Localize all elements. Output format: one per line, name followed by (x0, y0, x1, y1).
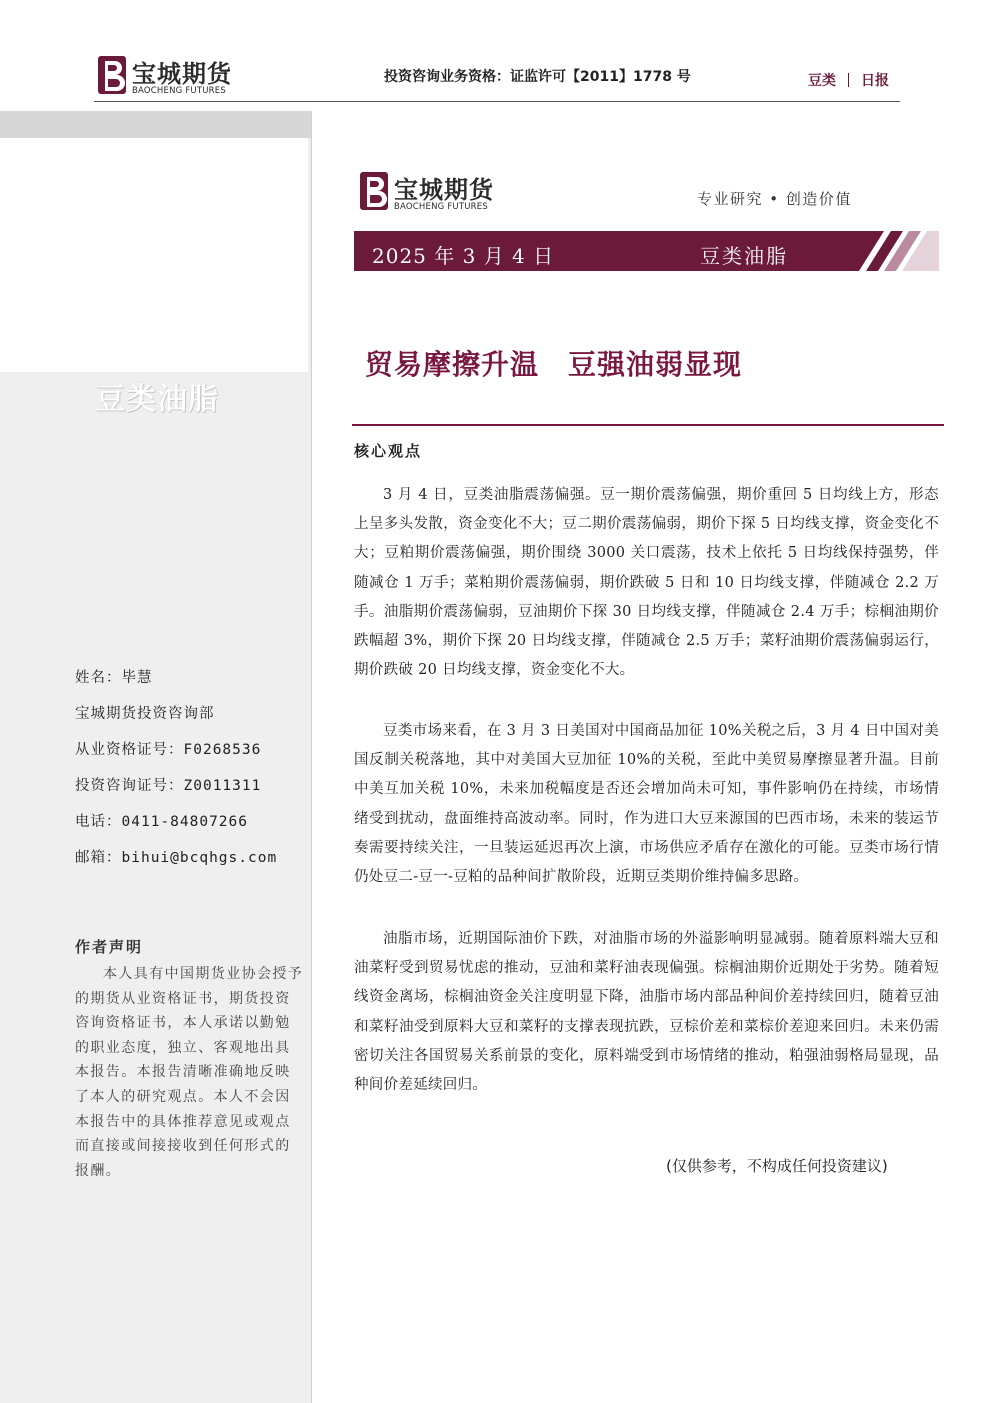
declaration-title: 作者声明 (75, 938, 144, 956)
header-logo (96, 52, 256, 102)
body-paragraph: 油脂市场，近期国际油价下跌，对油脂市场的外溢影响明显减弱。随着原料端大豆和油菜籽受到贸易忧虑的推动，豆油和菜籽油表现偏强。棕榈油期价近期处于劣势。随着短线资金离场，棕榈油资金关注度明显下降，油脂市场内部品种间价差持续回归，随着豆油和菜籽油受到原料大豆和菜籽的支撑表现抗跌，豆棕价差和菜棕价差迎来回归。未来仍需密切关注各国贸易关系前景的变化，原料端受到市场情绪的推动，粕强油弱格局显现，品种间价差延续回归。 (354, 931, 939, 1094)
tag-type: 日报 (861, 73, 889, 89)
sidebar-edge (311, 111, 312, 1403)
declaration-body: 本人具有中国期货业协会授予的期货从业资格证书，期货投资咨询资格证书，本人承诺以勤勉的职业态度，独立、客观地出具本报告。本报告清晰准确地反映了本人的研究观点。本人不会因本报告中的具体推荐意见或观点而直接或间接接收到任何形式的报酬。 (75, 966, 304, 1179)
header-divider (94, 101, 900, 102)
author-phone: 电话：0411-84807266 (75, 814, 248, 830)
sidebar-top-band (0, 111, 311, 138)
logo-english-name: BAOCHENG FUTURES (394, 202, 488, 212)
baocheng-logo-icon (358, 168, 392, 216)
report-date: 2025 年 3 月 4 日 (372, 244, 555, 268)
license-text: 投资咨询业务资格：证监许可【2011】1778 号 (384, 69, 691, 85)
author-name: 姓名：毕慧 (75, 670, 153, 686)
body-paragraph: 3 月 4 日，豆类油脂震荡偏强。豆一期价震荡偏强，期价重回 5 日均线上方，形态上呈多头发散，资金变化不大；豆二期价震荡偏弱，期价下探 5 日均线支撑，资金变化不大；豆粕期价震荡偏强，期价围绕 3000 关口震荡，技术上依托 5 日均线保持强势，伴随减仓 1 万手；菜粕期价震荡偏弱，期价跌破 5 日和 10 日均线支撑，伴随减仓 2.2 万手。油脂期价震荡偏弱，豆油期价下探 30 日均线支撑，伴随减仓 2.4 万手；棕榈油期价跌幅超 3%，期价下探 20 日均线支撑，伴随减仓 2.5 万手；菜籽油期价震荡偏弱运行，期价跌破 20 日均线支撑，资金变化不大。 (354, 487, 939, 679)
body-paragraph: 豆类市场来看，在 3 月 3 日美国对中国商品加征 10%关税之后，3 月 4 日中国对美国反制关税落地，其中对美国大豆加征 10%的关税，至此中美贸易摩擦显著升温。目前中美互加关税 10%，未来加税幅度是否还会增加尚未可知，事件影响仍在持续，市场情绪受到扰动，盘面维持高波动率。同时，作为进口大豆来源国的巴西市场，未来的装运节奏需要持续关注，一旦装运延迟再次上演，市场供应矛盾存在激化的可能。豆类市场行情仍处豆二-豆一-豆粕的品种间扩散阶段，近期豆类期价维持偏多思路。 (354, 723, 939, 886)
brand-logo (358, 168, 528, 218)
header-tags (808, 70, 889, 90)
core-view-heading: 核心观点 (354, 442, 423, 460)
tag-category: 豆类 (808, 73, 836, 89)
author-email: 邮箱：bihui@bcqhgs.com (75, 850, 278, 866)
logo-english-name: BAOCHENG FUTURES (132, 86, 226, 96)
logo-chinese-name: 宝城期货 (132, 59, 232, 88)
author-department: 宝城期货投资咨询部 (75, 706, 215, 722)
author-consulting-cert: 投资咨询证号：Z0011311 (75, 778, 262, 794)
disclaimer: (仅供参考，不构成任何投资建议) (666, 1157, 888, 1175)
sidebar-blank-panel (0, 138, 308, 372)
sidebar-section-title: 豆类油脂 (95, 382, 219, 417)
baocheng-logo-icon (96, 52, 130, 100)
title-divider (352, 424, 944, 426)
report-category: 豆类油脂 (700, 244, 788, 268)
tag-divider (848, 73, 849, 87)
report-title: 贸易摩擦升温 豆强油弱显现 (365, 348, 743, 381)
slogan: 专业研究 • 创造价值 (697, 190, 852, 208)
logo-chinese-name: 宝城期货 (394, 175, 494, 204)
author-qualification: 从业资格证号：F0268536 (75, 742, 262, 758)
